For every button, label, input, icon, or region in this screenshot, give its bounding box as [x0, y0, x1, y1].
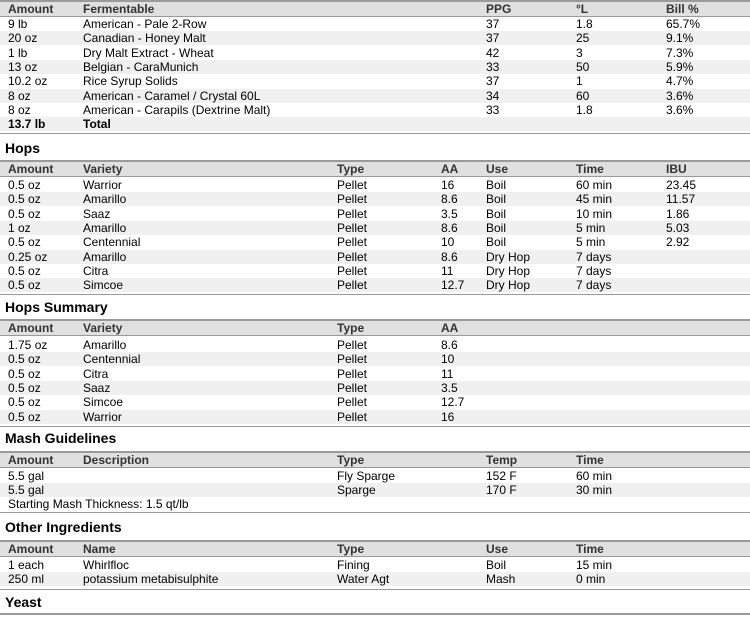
cell-fermentable: Rice Syrup Solids [83, 74, 178, 89]
cell-lovibond: 50 [576, 59, 590, 74]
table-row [0, 74, 750, 88]
cell-ibu: 1.86 [666, 206, 690, 221]
cell-use: Mash [486, 572, 516, 587]
cell-ppg: 37 [486, 74, 500, 89]
col-type: Type [337, 453, 365, 467]
divider [0, 589, 750, 590]
cell-aa: 8.6 [441, 249, 458, 264]
cell-amount: 1 oz [8, 220, 31, 235]
cell-amount: 10.2 oz [8, 74, 48, 89]
table-row [0, 395, 750, 409]
cell-amount: 0.5 oz [8, 235, 41, 250]
table-row [0, 381, 750, 395]
col-temp: Temp [486, 453, 518, 467]
cell-amount: 8 oz [8, 102, 31, 117]
mash-header [0, 451, 750, 468]
hops-title: Hops [5, 140, 40, 156]
cell-variety: Simcoe [83, 278, 124, 293]
table-row [0, 89, 750, 103]
col-description: Description [83, 453, 150, 467]
cell-variety: Amarillo [83, 220, 127, 235]
cell-variety: Centennial [83, 352, 141, 367]
cell-bill: 9.1% [666, 31, 694, 46]
cell-aa: 16 [441, 409, 455, 424]
cell-bill: 4.7% [666, 74, 694, 89]
cell-amount: 0.25 oz [8, 249, 48, 264]
cell-lovibond: 1.8 [576, 17, 593, 31]
mash-title: Mash Guidelines [5, 430, 117, 446]
cell-use: Boil [486, 235, 507, 250]
cell-aa: 11 [441, 366, 454, 381]
col-use: Use [486, 162, 509, 176]
cell-variety: Amarillo [83, 249, 127, 264]
yeast-header-line [0, 613, 750, 615]
col-variety: Variety [83, 162, 123, 176]
cell-amount: 0.5 oz [8, 192, 41, 207]
cell-use: Boil [486, 206, 507, 221]
cell-amount: 0.5 oz [8, 352, 41, 367]
cell-ibu: 11.57 [666, 192, 696, 207]
cell-variety: Amarillo [83, 192, 127, 207]
cell-bill: 3.6% [666, 102, 694, 117]
cell-bill: 65.7% [666, 17, 701, 31]
other-title: Other Ingredients [5, 519, 122, 535]
cell-time: 15 min [576, 558, 613, 572]
cell-fermentable: American - Caramel / Crystal 60L [83, 88, 261, 103]
cell-ppg: 33 [486, 59, 500, 74]
col-time: Time [576, 453, 604, 467]
table-row [0, 278, 750, 292]
cell-name: Whirlfloc [83, 558, 130, 572]
cell-type: Pellet [337, 380, 368, 395]
table-row [0, 410, 750, 424]
table-row [0, 338, 750, 352]
cell-aa: 3.5 [441, 380, 458, 395]
table-row [0, 469, 750, 483]
table-row [0, 367, 750, 381]
cell-amount: 13 oz [8, 59, 38, 74]
cell-type: Pellet [337, 409, 368, 424]
mash-note-row [0, 497, 750, 511]
col-variety: Variety [83, 321, 123, 335]
cell-type: Pellet [337, 220, 368, 235]
table-row [0, 192, 750, 206]
cell-aa: 11 [441, 263, 454, 278]
cell-amount: 250 ml [8, 572, 45, 587]
cell-variety: Citra [83, 263, 109, 278]
cell-fermentable: American - Pale 2-Row [83, 17, 207, 31]
cell-amount: 0.5 oz [8, 409, 41, 424]
cell-use: Boil [486, 558, 507, 572]
cell-amount: 1 lb [8, 45, 28, 60]
cell-time: 60 min [576, 469, 613, 483]
cell-type: Sparge [337, 483, 376, 498]
table-row [0, 31, 750, 45]
cell-type: Fly Sparge [337, 469, 396, 483]
cell-variety: Citra [83, 366, 109, 381]
cell-fermentable: American - Carapils (Dextrine Malt) [83, 102, 271, 117]
cell-use: Dry Hop [486, 263, 531, 278]
cell-aa: 3.5 [441, 206, 458, 221]
cell-lovibond: 25 [576, 31, 590, 46]
col-ibu: IBU [666, 162, 687, 176]
cell-fermentable: Dry Malt Extract - Wheat [83, 45, 214, 60]
cell-type: Pellet [337, 249, 368, 264]
cell-aa: 8.6 [441, 192, 458, 207]
cell-use: Boil [486, 220, 507, 235]
cell-fermentable: Canadian - Honey Malt [83, 31, 206, 46]
col-amount: Amount [8, 321, 54, 335]
cell-amount: 0.5 oz [8, 278, 41, 293]
cell-temp: 152 F [486, 469, 517, 483]
cell-variety: Amarillo [83, 338, 127, 352]
cell-use: Boil [486, 178, 507, 192]
hops-summary-header [0, 319, 750, 336]
cell-ppg: 37 [486, 31, 500, 46]
cell-amount: 9 lb [8, 17, 28, 31]
cell-ppg: 37 [486, 17, 500, 31]
cell-use: Dry Hop [486, 249, 531, 264]
cell-time: 5 min [576, 220, 606, 235]
cell-type: Pellet [337, 278, 368, 293]
cell-time: 7 days [576, 249, 612, 264]
cell-variety: Simcoe [83, 395, 124, 410]
cell-amount: 0.5 oz [8, 206, 41, 221]
total-label: Total [83, 117, 111, 132]
col-type: Type [337, 542, 365, 556]
cell-type: Pellet [337, 178, 368, 192]
fermentables-header [0, 0, 750, 17]
table-row [0, 207, 750, 221]
col-name: Name [83, 542, 116, 556]
other-header [0, 540, 750, 557]
cell-time: 7 days [576, 263, 612, 278]
col-time: Time [576, 162, 604, 176]
col-aa: AA [441, 321, 459, 335]
cell-ibu: 23.45 [666, 178, 697, 192]
cell-ppg: 33 [486, 102, 500, 117]
cell-type: Pellet [337, 352, 368, 367]
col-ppg: PPG [486, 2, 512, 16]
cell-time: 7 days [576, 278, 612, 293]
hops-summary-title: Hops Summary [5, 299, 108, 315]
total-amount: 13.7 lb [8, 117, 46, 132]
cell-aa: 8.6 [441, 220, 458, 235]
cell-time: 5 min [576, 235, 606, 250]
cell-time: 10 min [576, 206, 613, 221]
cell-time: 45 min [576, 192, 613, 207]
divider [0, 426, 750, 427]
cell-type: Pellet [337, 263, 368, 278]
cell-temp: 170 F [486, 483, 517, 498]
cell-type: Pellet [337, 366, 368, 381]
table-row [0, 250, 750, 264]
cell-variety: Centennial [83, 235, 141, 250]
col-amount: Amount [8, 542, 54, 556]
table-row [0, 558, 750, 572]
cell-use: Boil [486, 192, 507, 207]
cell-amount: 0.5 oz [8, 395, 41, 410]
table-row [0, 264, 750, 278]
divider [0, 294, 750, 295]
mash-thickness-note: Starting Mash Thickness: 1.5 qt/lb [8, 497, 189, 511]
cell-time: 30 min [576, 483, 613, 498]
cell-bill: 7.3% [666, 45, 694, 60]
cell-variety: Warrior [83, 409, 122, 424]
cell-variety: Warrior [83, 178, 122, 192]
table-row [0, 221, 750, 235]
cell-time: 0 min [576, 572, 606, 587]
cell-aa: 10 [441, 235, 455, 250]
cell-amount: 5.5 gal [8, 469, 45, 483]
col-lovibond: °L [576, 2, 589, 16]
cell-amount: 8 oz [8, 88, 31, 103]
cell-time: 60 min [576, 178, 613, 192]
col-time: Time [576, 542, 604, 556]
yeast-title: Yeast [5, 594, 42, 610]
col-amount: Amount [8, 162, 54, 176]
hops-header [0, 160, 750, 177]
table-row [0, 60, 750, 74]
cell-aa: 8.6 [441, 338, 458, 352]
cell-variety: Saaz [83, 206, 111, 221]
cell-ppg: 34 [486, 88, 500, 103]
divider [0, 512, 750, 513]
cell-lovibond: 60 [576, 88, 590, 103]
col-amount: Amount [8, 2, 54, 16]
cell-type: Fining [337, 558, 370, 572]
cell-type: Pellet [337, 338, 368, 352]
cell-aa: 10 [441, 352, 455, 367]
table-row [0, 235, 750, 249]
table-row [0, 178, 750, 192]
cell-amount: 0.5 oz [8, 263, 41, 278]
cell-variety: Saaz [83, 380, 111, 395]
cell-type: Pellet [337, 235, 368, 250]
cell-aa: 16 [441, 178, 455, 192]
cell-bill: 5.9% [666, 59, 694, 74]
cell-fermentable: Belgian - CaraMunich [83, 59, 199, 74]
cell-aa: 12.7 [441, 278, 465, 293]
cell-lovibond: 1.8 [576, 102, 593, 117]
cell-type: Pellet [337, 395, 368, 410]
col-bill: Bill % [666, 2, 699, 16]
table-row [0, 103, 750, 117]
cell-name: potassium metabisulphite [83, 572, 219, 587]
col-fermentable: Fermentable [83, 2, 155, 16]
cell-lovibond: 1 [576, 74, 583, 89]
cell-type: Water Agt [337, 572, 390, 587]
cell-type: Pellet [337, 192, 368, 207]
cell-amount: 5.5 gal [8, 483, 45, 498]
cell-amount: 0.5 oz [8, 380, 41, 395]
col-type: Type [337, 321, 365, 335]
table-row [0, 46, 750, 60]
table-row [0, 483, 750, 497]
cell-amount: 1.75 oz [8, 338, 48, 352]
cell-amount: 20 oz [8, 31, 38, 46]
col-type: Type [337, 162, 365, 176]
cell-ppg: 42 [486, 45, 500, 60]
col-use: Use [486, 542, 509, 556]
cell-bill: 3.6% [666, 88, 694, 103]
cell-amount: 0.5 oz [8, 366, 41, 381]
cell-ibu: 5.03 [666, 220, 690, 235]
col-aa: AA [441, 162, 459, 176]
table-row [0, 572, 750, 586]
cell-ibu: 2.92 [666, 235, 690, 250]
cell-use: Dry Hop [486, 278, 531, 293]
cell-type: Pellet [337, 206, 368, 221]
cell-aa: 12.7 [441, 395, 465, 410]
col-amount: Amount [8, 453, 54, 467]
divider [0, 133, 750, 134]
cell-lovibond: 3 [576, 45, 583, 60]
cell-amount: 1 each [8, 558, 45, 572]
cell-amount: 0.5 oz [8, 178, 41, 192]
table-row [0, 352, 750, 366]
table-row [0, 17, 750, 31]
total-row [0, 117, 750, 131]
